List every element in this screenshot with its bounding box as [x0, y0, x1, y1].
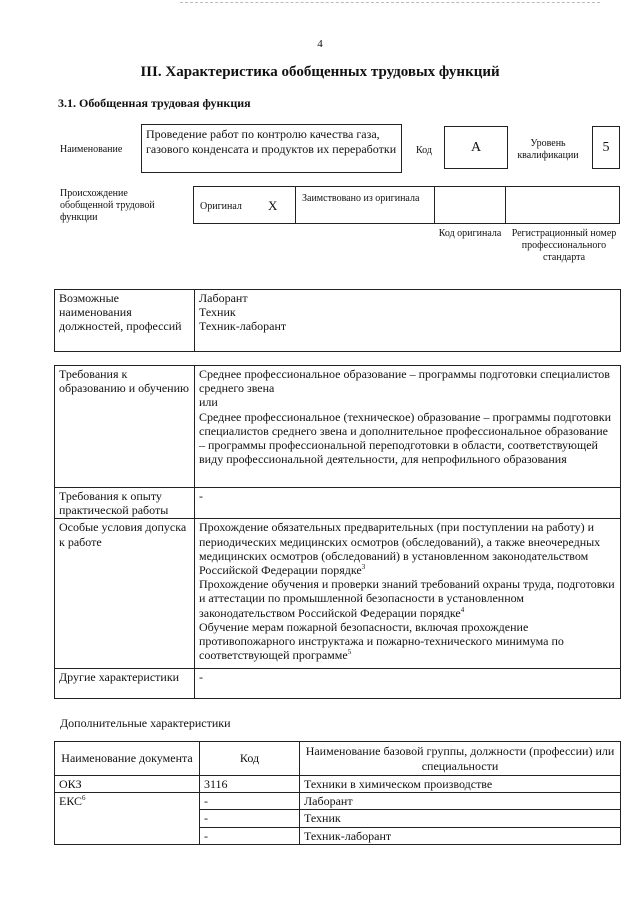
row-doc-footnote: 6: [82, 794, 86, 803]
borrowed-cell: [295, 186, 435, 224]
reg-number-cell: [505, 186, 620, 224]
footnote-ref: 5: [347, 648, 352, 657]
footnote-ref: 4: [460, 605, 465, 614]
function-name: Проведение работ по контролю качества газа, газового конденсата и продуктов их переработки: [146, 127, 397, 156]
code-label: Код: [416, 145, 432, 156]
additional-table: [54, 741, 621, 845]
table-row: [55, 793, 621, 810]
additional-title: Дополнительные характеристики: [60, 716, 231, 730]
row-document: ЕКС: [59, 794, 83, 809]
row-code: -: [200, 827, 300, 844]
requirements-table: [54, 365, 621, 699]
header-document: Наименование документа: [55, 742, 200, 776]
row-code: 3116: [200, 776, 300, 793]
row-name: Техники в химическом производстве: [300, 776, 621, 793]
table-row: [55, 810, 621, 827]
row-document: ОКЗ: [59, 777, 82, 791]
positions-label: Возможные наименования должностей, профессий: [55, 290, 195, 352]
reg-number-caption: Регистрационный номер профессионального стандарта: [511, 228, 617, 263]
origin-label: Происхождение обобщенной трудовой функции: [60, 188, 155, 223]
level-box: [592, 126, 620, 169]
education-line: или: [199, 395, 218, 410]
position-item: Техник: [199, 305, 236, 320]
special-conditions-label: Особые условия допуска к работе: [55, 519, 195, 669]
borrowed-label: Заимствовано из оригинала: [302, 193, 420, 204]
position-item: Лаборант: [199, 291, 248, 305]
table-row: [55, 827, 621, 844]
code-value: А: [470, 140, 482, 155]
education-line: Среднее профессиональное (техническое) образование – программы подготовки специалистов среднего звена и дополнительное профессиональное образование – программы профессиональной переподготовки в области, соответствующей виду профессиональной деятельности, для непрофильного образования: [199, 409, 612, 467]
subsection-title: 3.1. Обобщенная трудовая функция: [58, 96, 251, 110]
footnote-ref: 3: [361, 563, 366, 572]
row-name: Техник: [300, 810, 621, 827]
special-condition-text: Прохождение обязательных предварительных (при поступлении на работу) и периодических медицинских осмотров (обследований), а также внеочередных медицинских осмотров (обследований) в установленном законодательством Российской Федерации порядке: [199, 520, 601, 578]
original-label: Оригинал: [200, 201, 242, 212]
positions-table: [54, 289, 621, 352]
code-original-cell: [434, 186, 506, 224]
other-label: Другие характеристики: [55, 669, 195, 699]
original-mark: X: [268, 198, 278, 213]
level-label: Уровень квалификации: [517, 138, 579, 161]
row-name: Техник-лаборант: [300, 827, 621, 844]
header-group-name: Наименование базовой группы, должности (профессии) или специальности: [300, 742, 621, 776]
other-value: -: [195, 669, 621, 699]
section-title: III. Характеристика обобщенных трудовых функций: [140, 64, 500, 80]
position-item: Техник-лаборант: [199, 319, 287, 334]
positions-list: [195, 290, 621, 352]
function-name-box: [141, 124, 402, 173]
other-row: [55, 669, 621, 699]
experience-row: [55, 488, 621, 519]
experience-value: -: [195, 488, 621, 519]
scan-top-edge: [180, 2, 600, 3]
special-conditions-row: [55, 519, 621, 669]
special-condition-text: Прохождение обучения и проверки знаний требований охраны труда, подготовки и аттестации по промышленной безопасности в установленном законодательством Российской Федерации порядке: [199, 577, 615, 620]
table-row: [55, 776, 621, 793]
experience-label: Требования к опыту практической работы: [55, 488, 195, 519]
row-code: -: [200, 810, 300, 827]
education-row: [55, 366, 621, 488]
education-line: Среднее профессиональное образование – программы подготовки специалистов среднего звена: [199, 367, 610, 396]
education-label: Требования к образованию и обучению: [55, 366, 195, 488]
special-condition-text: Обучение мерам пожарной безопасности, включая прохождение противопожарного инструктажа и пожарно-технического минимума по соответствующей программе: [199, 619, 564, 663]
row-code: -: [200, 793, 300, 810]
name-label: Наименование: [60, 144, 123, 155]
code-box: [444, 126, 508, 169]
code-original-caption: Код оригинала: [438, 228, 502, 239]
level-value: 5: [602, 140, 610, 155]
page-number: 4: [317, 38, 323, 50]
row-name: Лаборант: [300, 793, 621, 810]
original-cell: [193, 186, 296, 224]
header-code: Код: [200, 742, 300, 776]
